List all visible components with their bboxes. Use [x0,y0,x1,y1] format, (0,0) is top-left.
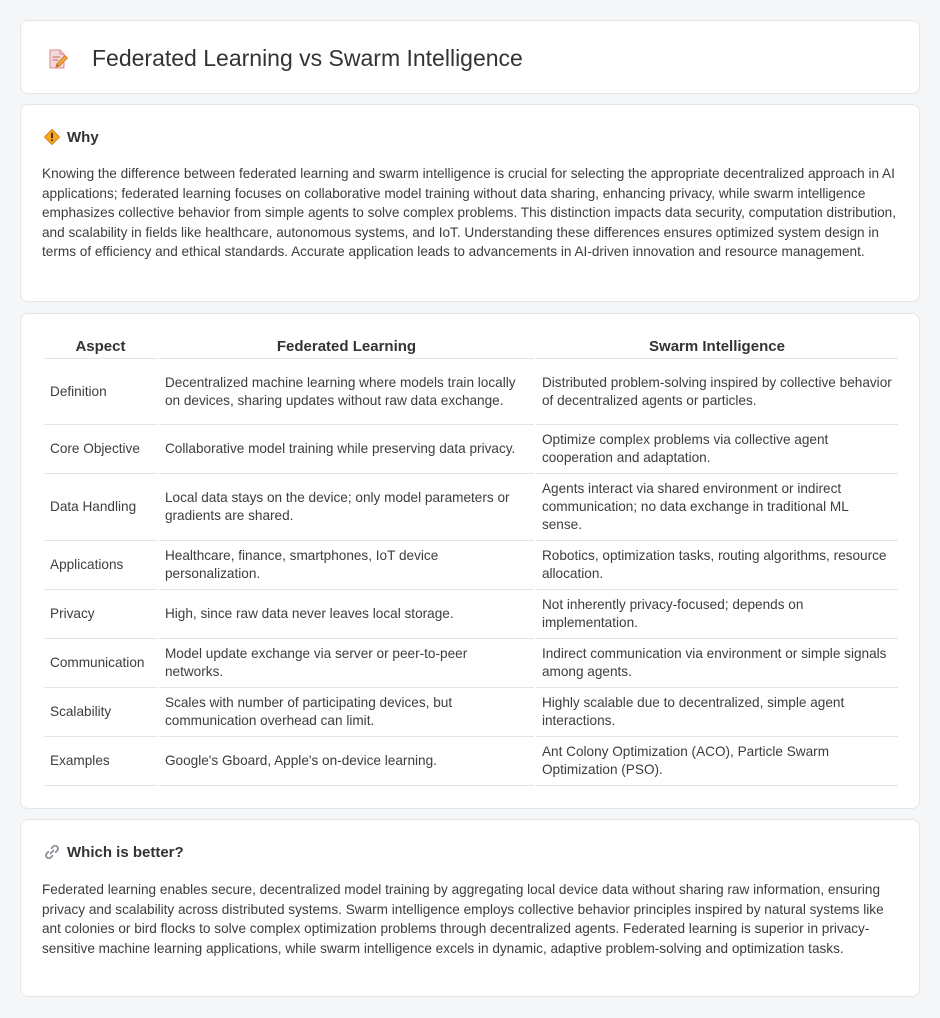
better-title: Which is better? [67,843,184,861]
row-swarm-intelligence: Highly scalable due to decentralized, simple agent interactions. [536,688,898,737]
row-aspect: Scalability [44,688,157,737]
header-federated-learning: Federated Learning [159,335,534,359]
row-aspect: Applications [44,541,157,590]
diamond-warning-icon [43,128,61,146]
header-aspect: Aspect [44,335,157,359]
row-federated-learning: Collaborative model training while preserving data privacy. [159,425,534,474]
row-aspect: Core Objective [44,425,157,474]
row-federated-learning: Model update exchange via server or peer-to-peer networks. [159,639,534,688]
why-heading [43,127,99,147]
row-aspect: Data Handling [44,474,157,541]
row-aspect: Privacy [44,590,157,639]
row-aspect: Communication [44,639,157,688]
row-swarm-intelligence: Ant Colony Optimization (ACO), Particle Swarm Optimization (PSO). [536,737,898,786]
why-section [20,104,920,302]
table-row [44,639,898,688]
table-row [44,590,898,639]
row-swarm-intelligence: Agents interact via shared environment or indirect communication; no data exchange in traditional ML sense. [536,474,898,541]
which-is-better-section [20,819,920,997]
table-row [44,737,898,786]
row-swarm-intelligence: Distributed problem-solving inspired by collective behavior of decentralized agents or particles. [536,359,898,425]
row-swarm-intelligence: Not inherently privacy-focused; depends on implementation. [536,590,898,639]
row-aspect: Examples [44,737,157,786]
table-row [44,359,898,425]
table-row [44,688,898,737]
why-text: Knowing the difference between federated learning and swarm intelligence is crucial for selecting the appropriate decentralized approach in AI applications; federated learning focuses on collaborative model training without data sharing, enhancing privacy, while swarm intelligence emphasizes collective behavior from simple agents to solve complex problems. This distinction impacts data security, computation distribution, and scalability in fields like healthcare, autonomous systems, and IoT. Understanding these differences ensures optimized system design in terms of efficiency and ethical standards. Accurate application leads to advancements in AI-driven innovation and resource management. [42,166,897,260]
table-row [44,541,898,590]
better-heading [43,842,184,862]
link-icon [43,843,61,861]
page-title: Federated Learning vs Swarm Intelligence [92,45,523,71]
row-federated-learning: Google's Gboard, Apple's on-device learning. [159,737,534,786]
row-federated-learning: Local data stays on the device; only model parameters or gradients are shared. [159,474,534,541]
table-row [44,474,898,541]
row-federated-learning: Decentralized machine learning where models train locally on devices, sharing updates without raw data exchange. [159,359,534,425]
row-swarm-intelligence: Optimize complex problems via collective agent cooperation and adaptation. [536,425,898,474]
document-pencil-icon [47,48,69,70]
why-title: Why [67,128,99,146]
comparison-table [42,335,900,786]
table-header-row [44,335,898,359]
row-aspect: Definition [44,359,157,425]
row-swarm-intelligence: Robotics, optimization tasks, routing algorithms, resource allocation. [536,541,898,590]
row-federated-learning: High, since raw data never leaves local storage. [159,590,534,639]
header-card [20,20,920,94]
header-swarm-intelligence: Swarm Intelligence [536,335,898,359]
table-row [44,425,898,474]
row-federated-learning: Healthcare, finance, smartphones, IoT device personalization. [159,541,534,590]
comparison-section [20,313,920,809]
row-federated-learning: Scales with number of participating devices, but communication overhead can limit. [159,688,534,737]
row-swarm-intelligence: Indirect communication via environment or simple signals among agents. [536,639,898,688]
better-text: Federated learning enables secure, decentralized model training by aggregating local device data without sharing raw information, ensuring privacy and scalability across distributed systems. Swarm intelligence employs collective behavior principles inspired by natural systems like ant colonies or bird flocks to solve complex optimization problems through decentralized agents. Federated learning is superior in privacy-sensitive machine learning applications, while swarm intelligence excels in dynamic, adaptive problem-solving and optimization tasks. [42,882,884,956]
